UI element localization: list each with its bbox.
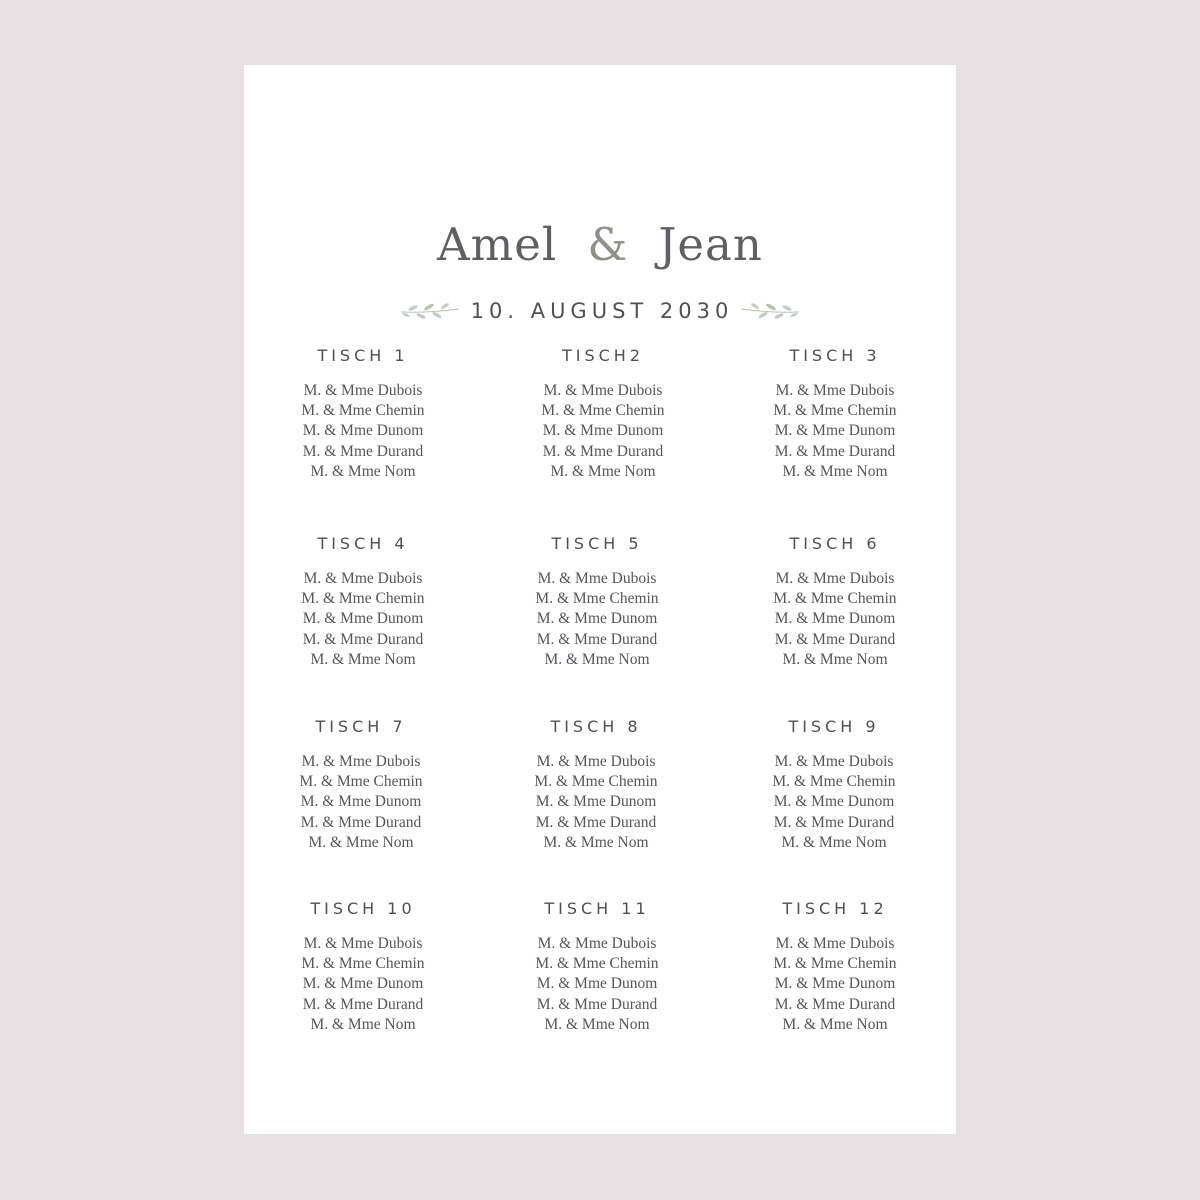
guest-name: M. & Mme Chemin	[301, 402, 425, 420]
guest-name: M. & Mme Nom	[310, 650, 416, 668]
guest-name: M. & Mme Chemin	[301, 955, 425, 973]
guest-name: M. & Mme Durand	[302, 630, 424, 648]
guest-name: M. & Mme Dubois	[536, 753, 656, 770]
guest-name: M. & Mme Dubois	[303, 570, 423, 587]
couple-names	[244, 215, 956, 275]
table-block	[719, 716, 949, 853]
guest-name: M. & Mme Dunom	[535, 793, 657, 811]
guest-name: M. & Mme Durand	[535, 813, 657, 831]
guest-name: M. & Mme Dunom	[536, 610, 658, 628]
table-title: TISCH 4	[317, 534, 409, 553]
table-block	[488, 345, 718, 482]
table-block	[246, 716, 476, 853]
guest-name: M. & Mme Durand	[302, 995, 424, 1013]
guest-name: M. & Mme Dubois	[303, 382, 423, 399]
guest-name: M. & Mme Nom	[782, 650, 888, 668]
guest-name: M. & Mme Chemin	[773, 955, 897, 973]
guest-name: M. & Mme Dubois	[775, 935, 895, 952]
table-block	[720, 898, 950, 1035]
table-title: TISCH2	[561, 346, 645, 365]
guest-name: M. & Mme Dubois	[775, 570, 895, 587]
guest-name: M. & Mme Durand	[773, 813, 895, 831]
guest-name: M. & Mme Dunom	[774, 422, 896, 440]
guest-name: M. & Mme Durand	[536, 630, 658, 648]
table-block	[481, 716, 711, 853]
table-title: TISCH 11	[544, 899, 650, 918]
ampersand: &	[587, 218, 629, 271]
guest-name: M. & Mme Chemin	[772, 773, 896, 791]
olive-branch-icon	[399, 300, 461, 322]
guest-name: M. & Mme Chemin	[301, 590, 425, 608]
guest-name: M. & Mme Dubois	[543, 382, 663, 399]
guest-name: M. & Mme Nom	[544, 650, 650, 668]
table-title: TISCH 5	[551, 534, 643, 553]
guest-name: M. & Mme Durand	[774, 442, 896, 460]
guest-name: M. & Mme Dubois	[537, 570, 657, 587]
table-title: TISCH 6	[789, 534, 881, 553]
guest-name: M. & Mme Chemin	[535, 590, 659, 608]
guest-name: M. & Mme Dunom	[773, 793, 895, 811]
table-block	[248, 898, 478, 1035]
guest-name: M. & Mme Chemin	[541, 402, 665, 420]
table-block	[482, 533, 712, 670]
guest-name: M. & Mme Dubois	[775, 382, 895, 399]
table-title: TISCH 1	[317, 346, 409, 365]
guest-name: M. & Mme Durand	[774, 995, 896, 1013]
guest-name: M. & Mme Durand	[542, 442, 664, 460]
tables-grid	[244, 345, 956, 1105]
partner-name-2: Jean	[658, 218, 763, 271]
guest-name: M. & Mme Dunom	[300, 793, 422, 811]
guest-name: M. & Mme Dunom	[302, 422, 424, 440]
guest-name: M. & Mme Nom	[543, 833, 649, 851]
guest-name: M. & Mme Nom	[310, 1015, 416, 1033]
guest-name: M. & Mme Nom	[782, 462, 888, 480]
table-title: TISCH 7	[315, 717, 407, 736]
table-block	[248, 533, 478, 670]
wedding-date: 10. AUGUST 2030	[470, 299, 734, 323]
guest-name: M. & Mme Dunom	[302, 975, 424, 993]
table-block	[720, 345, 950, 482]
guest-name: M. & Mme Dunom	[536, 975, 658, 993]
guest-name: M. & Mme Dunom	[542, 422, 664, 440]
olive-branch-icon	[739, 300, 801, 322]
guest-name: M. & Mme Nom	[544, 1015, 650, 1033]
guest-name: M. & Mme Durand	[300, 813, 422, 831]
guest-name: M. & Mme Chemin	[535, 955, 659, 973]
guest-name: M. & Mme Dubois	[301, 753, 421, 770]
table-title: TISCH 8	[550, 717, 642, 736]
guest-name: M. & Mme Dubois	[774, 753, 894, 770]
seating-chart-poster	[244, 65, 956, 1134]
guest-name: M. & Mme Chemin	[534, 773, 658, 791]
table-title: TISCH 3	[789, 346, 881, 365]
guest-name: M. & Mme Chemin	[773, 402, 897, 420]
guest-name: M. & Mme Dunom	[774, 610, 896, 628]
guest-name: M. & Mme Chemin	[773, 590, 897, 608]
table-block	[720, 533, 950, 670]
guest-name: M. & Mme Nom	[308, 833, 414, 851]
guest-name: M. & Mme Dunom	[774, 975, 896, 993]
guest-name: M. & Mme Durand	[774, 630, 896, 648]
guest-name: M. & Mme Durand	[302, 442, 424, 460]
guest-name: M. & Mme Nom	[310, 462, 416, 480]
table-block	[248, 345, 478, 482]
guest-name: M. & Mme Nom	[550, 462, 656, 480]
guest-name: M. & Mme Dubois	[537, 935, 657, 952]
partner-name-1: Amel	[437, 218, 558, 271]
guest-name: M. & Mme Dunom	[302, 610, 424, 628]
guest-name: M. & Mme Dubois	[303, 935, 423, 952]
guest-name: M. & Mme Nom	[781, 833, 887, 851]
guest-name: M. & Mme Chemin	[299, 773, 423, 791]
guest-name: M. & Mme Durand	[536, 995, 658, 1013]
table-title: TISCH 12	[782, 899, 888, 918]
date-row	[244, 291, 956, 331]
guest-name: M. & Mme Nom	[782, 1015, 888, 1033]
table-block	[482, 898, 712, 1035]
table-title: TISCH 9	[788, 717, 880, 736]
table-title: TISCH 10	[310, 899, 416, 918]
